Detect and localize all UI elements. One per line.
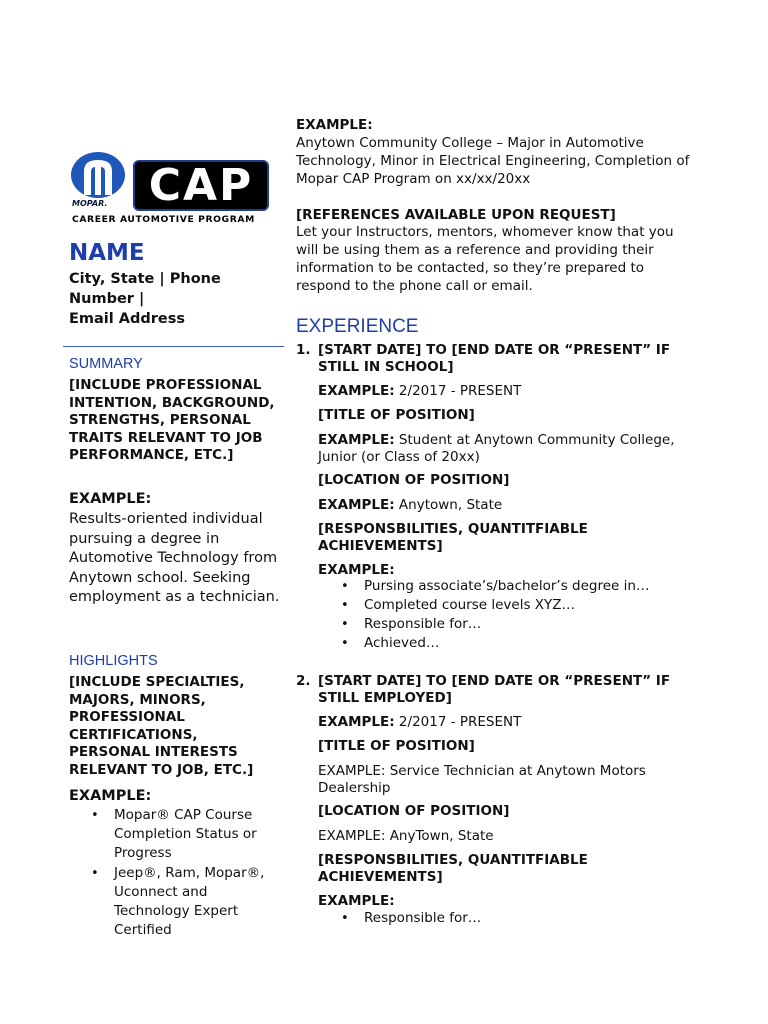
highlights-instruction: [INCLUDE SPECIALTIES, MAJORS, MINORS, PROFESSIONAL CERTIFICATIONS, PERSONAL INTERESTS RELEVANT TO JOB, ETC.] xyxy=(69,674,254,778)
cap-badge xyxy=(133,160,269,211)
mopar-cap-logo xyxy=(69,150,269,230)
contact-line: City, State | Phone xyxy=(69,271,221,287)
entry-title-example: EXAMPLE: Student at Anytown Community College, Junior (or Class of 20xx) xyxy=(318,432,675,465)
summary-example-text: Results-oriented individual pursuing a degree in Automotive Technology from Anytown school. Seeking employment as a technician. xyxy=(69,511,280,606)
list-item-text: Completed course levels XYZ… xyxy=(364,597,576,613)
logo-area xyxy=(69,150,283,230)
experience-heading: EXPERIENCE xyxy=(296,316,419,337)
bullet-icon: • xyxy=(341,579,349,594)
entry-location-example: EXAMPLE: AnyTown, State xyxy=(318,828,494,844)
list-item-text: Jeep®, Ram, Mopar®, Uconnect and Technology Expert Certified xyxy=(114,865,265,938)
list-item xyxy=(91,806,281,863)
list-item-text: Achieved… xyxy=(364,635,440,651)
bullet-icon: • xyxy=(91,866,99,881)
list-item xyxy=(341,634,649,653)
entry-date-example: EXAMPLE: 2/2017 - PRESENT xyxy=(318,383,522,399)
summary-example-label: EXAMPLE: xyxy=(69,491,152,507)
entry-resp-list xyxy=(341,577,649,653)
list-item xyxy=(341,909,481,928)
mopar-m-logo-icon xyxy=(70,151,126,199)
cap-tagline: CAREER AUTOMOTIVE PROGRAM xyxy=(72,214,255,225)
entry-resp-list xyxy=(341,909,481,928)
references-heading: [REFERENCES AVAILABLE UPON REQUEST] xyxy=(296,207,616,223)
section-divider xyxy=(63,346,284,347)
cap-wordmark: CAP xyxy=(148,159,254,211)
entry-resp-example-label: EXAMPLE: xyxy=(318,562,395,578)
contact-line: Email Address xyxy=(69,311,186,327)
list-item-text: Pursing associate’s/bachelor’s degree in… xyxy=(364,578,650,594)
list-item xyxy=(341,596,649,615)
list-item xyxy=(341,615,649,634)
entry-dates: [START DATE] TO [END DATE OR “PRESENT” IF STILL EMPLOYED] xyxy=(318,673,671,706)
entry-dates: [START DATE] TO [END DATE OR “PRESENT” IF STILL IN SCHOOL] xyxy=(318,342,671,375)
entry-number: 1. xyxy=(296,342,311,358)
entry-location-label: [LOCATION OF POSITION] xyxy=(318,803,510,819)
contact-line: Number | xyxy=(69,291,145,307)
summary-heading: SUMMARY xyxy=(69,356,143,372)
list-item xyxy=(91,864,281,940)
references-text: Let your Instructors, mentors, whomever know that you will be using them as a reference and providing their information to be contacted, so they’re prepared to respond to the phone call or email. xyxy=(296,224,674,294)
list-item-text: Mopar® CAP Course Completion Status or Progress xyxy=(114,807,257,861)
entry-resp-example-label: EXAMPLE: xyxy=(318,893,395,909)
entry-location-label: [LOCATION OF POSITION] xyxy=(318,472,510,488)
list-item-text: Responsible for… xyxy=(364,910,482,926)
highlights-list xyxy=(91,806,281,941)
summary-instruction: [INCLUDE PROFESSIONAL INTENTION, BACKGROUND, STRENGTHS, PERSONAL TRAITS RELEVANT TO JOB PERFORMANCE, ETC.] xyxy=(69,377,275,464)
highlights-heading: HIGHLIGHTS xyxy=(69,653,158,669)
candidate-name: NAME xyxy=(69,240,145,266)
highlights-example-label: EXAMPLE: xyxy=(69,788,152,804)
education-example-text: Anytown Community College – Major in Automotive Technology, Minor in Electrical Engineering, Completion of Mopar CAP Program on xx/xx/20xx xyxy=(296,135,690,187)
entry-number: 2. xyxy=(296,673,311,689)
mopar-wordmark: MOPAR. xyxy=(72,199,108,208)
entry-resp-label: [RESPONSBILITIES, QUANTITFIABLE ACHIEVEMENTS] xyxy=(318,521,588,554)
bullet-icon: • xyxy=(341,598,349,613)
entry-title-example: EXAMPLE: Service Technician at Anytown Motors Dealership xyxy=(318,763,646,796)
bullet-icon: • xyxy=(91,808,99,823)
entry-resp-label: [RESPONSBILITIES, QUANTITFIABLE ACHIEVEMENTS] xyxy=(318,852,588,885)
entry-location-example: EXAMPLE: Anytown, State xyxy=(318,497,503,513)
bullet-icon: • xyxy=(341,636,349,651)
contact-info xyxy=(69,269,279,329)
entry-title-label: [TITLE OF POSITION] xyxy=(318,407,475,423)
entry-title-label: [TITLE OF POSITION] xyxy=(318,738,475,754)
bullet-icon: • xyxy=(341,617,349,632)
education-example-label: EXAMPLE: xyxy=(296,117,373,133)
entry-date-example: EXAMPLE: 2/2017 - PRESENT xyxy=(318,714,522,730)
list-item xyxy=(341,577,649,596)
list-item-text: Responsible for… xyxy=(364,616,482,632)
bullet-icon: • xyxy=(341,911,349,926)
